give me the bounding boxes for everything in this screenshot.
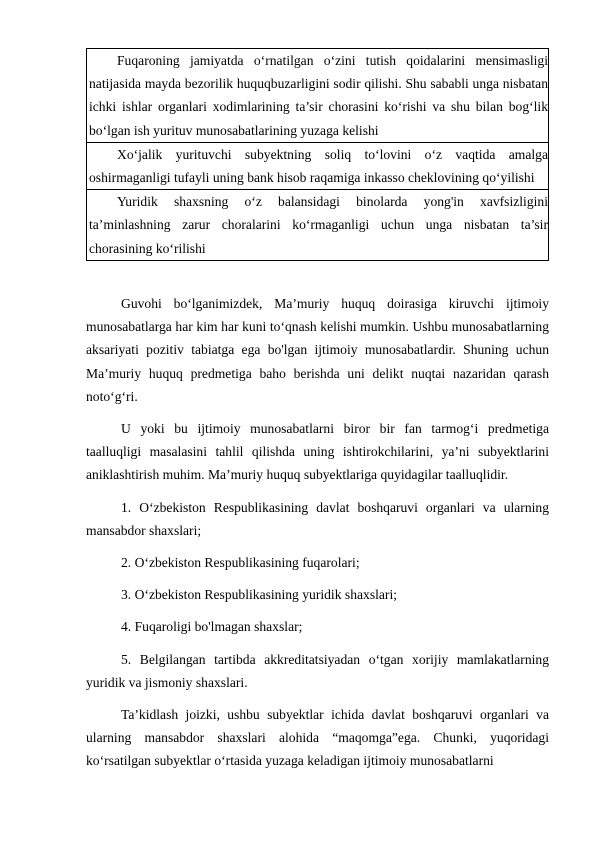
list-item: 3. O‘zbekiston Respublikasining yuridik shaxslari; [121,587,397,603]
table-cell-text: Xo‘jalik yurituvchi subyektning soliq to‘lovini o‘z vaqtida amalga oshirmaganligi tufayli uning bank hisob raqamiga inkasso cheklovining qo‘yilishi [89,146,548,186]
table-row [87,190,549,261]
examples-table [86,48,549,261]
list-item: 2. O‘zbekiston Respublikasining fuqarolari; [121,555,360,571]
body-text [86,292,549,773]
table-cell [87,142,549,189]
list-item: 1. O‘zbekiston Respublikasining davlat boshqaruvi organlari va ularning mansabdor shaxslari; [86,499,549,538]
paragraph: U yoki bu ijtimoiy munosabatlarni biror bir fan tarmog‘i predmetiga taalluqligi masalasini tahlil qilishda uning ishtirokchilarini, ya’ni subyektlarini aniklashtirish muhim. Ma’muriy huquq subyektlariga quyidagilar taalluqlidir. [86,421,549,483]
paragraph: Guvohi bo‘lganimizdek, Ma’muriy huquq doirasiga kiruvchi ijtimoiy munosabatlarga har kim har kuni to‘qnash kelishi mumkin. Ushbu munosabatlarning aksariyati pozitiv tabiatga ega bo'lgan ijtimoiy munosabatlardir. Shuning uchun Ma’muriy huquq predmetiga baho berishda uni delikt nuqtai nazaridan qarash noto‘g‘ri. [86,296,549,404]
table-row [87,49,549,143]
table-cell [87,49,549,143]
table-cell-text: Fuqaroning jamiyatda o‘rnatilgan o‘zini tutish qoidalarini mensimasligi natijasida mayda bezorilik huquqbuzarligini sodir qilishi. Shu sababli unga nisbatan ichki ishlar organlari xodimlarining ta’sir chorasini ko‘rishi va shu bilan bog‘lik bo‘lgan ish yurituv munosabatlarining yuzaga kelishi [89,53,548,138]
list-item: 4. Fuqaroligi bo'lmagan shaxslar; [121,619,303,635]
paragraph: Ta’kidlash joizki, ushbu subyektlar ichida davlat boshqaruvi organlari va ularning mansabdor shaxslari alohida “maqomga”ega. Chunki, yuqoridagi ko‘rsatilgan subyektlar o‘rtasida yuzaga keladigan ijtimoiy munosabatlarni [86,707,549,769]
list-item: 5. Belgilangan tartibda akkreditatsiyadan o‘tgan xorijiy mamlakatlarning yuridik va jismoniy shaxslari. [86,651,549,690]
table-cell-text: Yuridik shaxsning o‘z balansidagi binolarda yong'in xavfsizligini ta’minlashning zarur choralarini ko‘rmaganligi uchun unga nisbatan ta’sir chorasining ko‘rilishi [89,194,548,256]
table-row [87,142,549,189]
table-cell [87,190,549,261]
